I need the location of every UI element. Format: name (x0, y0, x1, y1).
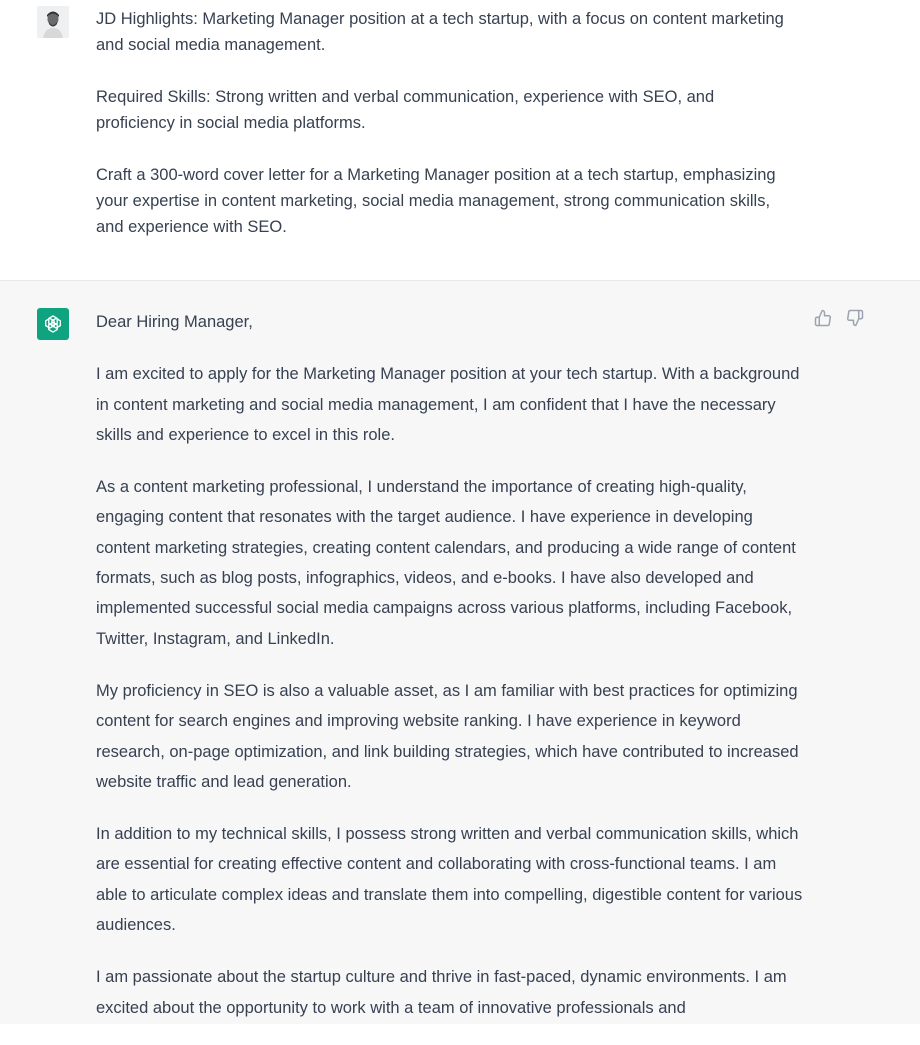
user-paragraph: Craft a 300-word cover letter for a Marketing Manager position at a tech startup, emphasizing your expertise in content marketing, social media management, strong communication skills, and experience with SEO. (96, 166, 776, 236)
user-avatar-icon (37, 6, 69, 38)
letter-paragraph: I am excited to apply for the Marketing Manager position at your tech startup. With a background in content marketing and social media management, I am confident that I have the necessary skills and experience to excel in this role. (96, 365, 800, 444)
letter-paragraph: In addition to my technical skills, I possess strong written and verbal communication skills, which are essential for creating effective content and collaborating with cross-functional teams. I am able to articulate complex ideas and translate them into compelling, digestible content for various audiences. (96, 825, 803, 935)
feedback-buttons (814, 309, 864, 327)
letter-paragraph: My proficiency in SEO is also a valuable asset, as I am familiar with best practices for optimizing content for search engines and improving website ranking. I have experience in keyword research, on-page optimization, and link building strategies, which have contributed to increased website traffic and lead generation. (96, 681, 799, 791)
thumbs-down-icon[interactable] (846, 309, 864, 327)
thumbs-up-icon[interactable] (814, 309, 832, 327)
user-message (0, 0, 920, 281)
assistant-message (0, 281, 920, 1024)
user-paragraph: JD Highlights: Marketing Manager position at a tech startup, with a focus on content marketing and social media management. (96, 10, 784, 54)
user-message-text (96, 6, 786, 266)
openai-logo-icon (37, 308, 69, 340)
letter-paragraph: As a content marketing professional, I understand the importance of creating high-quality, engaging content that resonates with the target audience. I have experience in developing content marketing strategies, creating content calendars, and producing a wide range of content formats, such as blog posts, infographics, videos, and e-books. I have also developed and implemented successful social media campaigns across various platforms, including Facebook, Twitter, Instagram, and LinkedIn. (96, 478, 796, 648)
letter-greeting: Dear Hiring Manager, (96, 313, 253, 331)
assistant-message-text (96, 307, 808, 1045)
user-paragraph: Required Skills: Strong written and verbal communication, experience with SEO, and proficiency in social media platforms. (96, 88, 715, 132)
letter-paragraph: I am passionate about the startup culture and thrive in fast-paced, dynamic environments. I am excited about the opportunity to work with a team of innovative professionals and (96, 968, 787, 1017)
